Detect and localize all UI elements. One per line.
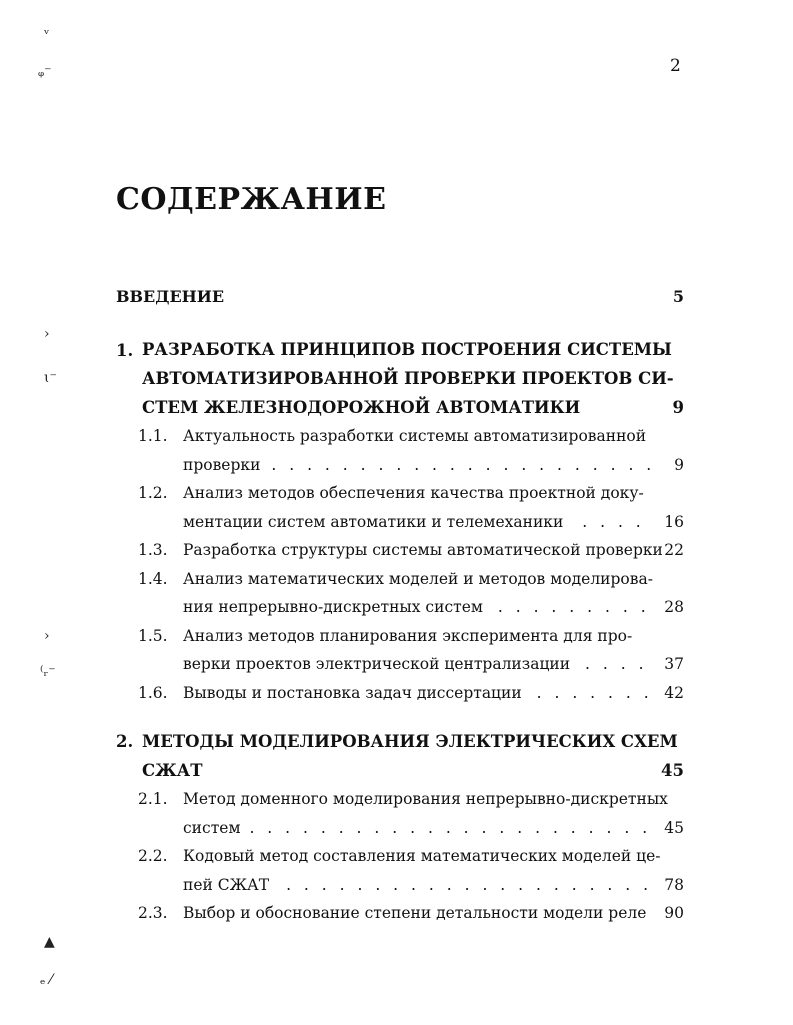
chapter-page: 9 bbox=[672, 398, 684, 417]
table-of-contents bbox=[116, 287, 684, 928]
toc-section-2-3[interactable] bbox=[116, 899, 684, 928]
section-number: 1.2. bbox=[138, 484, 168, 502]
chapter-title-line: АВТОМАТИЗИРОВАННОЙ ПРОВЕРКИ ПРОЕКТОВ СИ- bbox=[142, 369, 674, 388]
section-title-line: проверки bbox=[183, 455, 261, 474]
toc-section-2-1[interactable] bbox=[116, 785, 684, 842]
section-title-line: Анализ методов обеспечения качества проектной доку- bbox=[183, 484, 644, 502]
section-page: 37 bbox=[664, 655, 684, 673]
section-page: 42 bbox=[664, 683, 684, 702]
leader-dots: . . . . bbox=[582, 512, 645, 531]
toc-entry-intro[interactable] bbox=[116, 287, 684, 317]
chapter-title-line: МЕТОДЫ МОДЕЛИРОВАНИЯ ЭЛЕКТРИЧЕСКИХ СХЕМ bbox=[142, 732, 678, 751]
section-title-line: систем bbox=[183, 818, 241, 837]
section-title-line: Разработка структуры системы автоматической проверки bbox=[183, 541, 663, 559]
chapter-page: 45 bbox=[661, 761, 684, 780]
section-number: 1.3. bbox=[138, 541, 168, 559]
chapter-title-line: РАЗРАБОТКА ПРИНЦИПОВ ПОСТРОЕНИЯ СИСТЕМЫ bbox=[142, 340, 672, 359]
section-title-line: Анализ методов планирования эксперимента для про- bbox=[183, 626, 633, 645]
section-title-line: Кодовый метод составления математических моделей це- bbox=[183, 847, 661, 865]
section-number: 2.3. bbox=[138, 904, 168, 922]
section-title-line: пей СЖАТ bbox=[183, 875, 270, 894]
section-page: 45 bbox=[664, 818, 684, 837]
chapter-title-line: СТЕМ ЖЕЛЕЗНОДОРОЖНОЙ АВТОМАТИКИ bbox=[142, 398, 581, 417]
toc-section-1-6[interactable] bbox=[116, 679, 684, 708]
section-title-line: Выбор и обоснование степени детальности модели реле bbox=[183, 904, 647, 922]
toc-section-1-3[interactable] bbox=[116, 536, 684, 565]
section-number: 1.4. bbox=[138, 569, 168, 588]
toc-chapter-1[interactable] bbox=[116, 335, 684, 422]
leader-dots: . . . . bbox=[585, 655, 648, 673]
toc-entry-label: ВВЕДЕНИЕ bbox=[116, 287, 225, 306]
section-title-line: ния непрерывно-дискретных систем bbox=[183, 598, 483, 616]
leader-dots: . . . . . . . . . . . . . . . . . . . . . bbox=[286, 875, 653, 894]
toc-section-1-2[interactable] bbox=[116, 479, 684, 536]
section-page: 90 bbox=[664, 904, 684, 922]
section-number: 2.1. bbox=[138, 790, 168, 808]
chapter-number: 1. bbox=[116, 341, 134, 360]
section-number: 1.6. bbox=[138, 683, 168, 702]
section-page: 9 bbox=[674, 455, 684, 474]
toc-section-2-2[interactable] bbox=[116, 842, 684, 899]
page-title: СОДЕРЖАНИЕ bbox=[116, 182, 387, 217]
page-number: 2 bbox=[670, 56, 681, 76]
leader-dots: . . . . . . . . . . . . . . . . . . . . . . bbox=[271, 455, 656, 474]
section-title-line: ментации систем автоматики и телемеханики bbox=[183, 512, 564, 531]
toc-entry-page: 5 bbox=[672, 287, 684, 306]
toc-section-1-4[interactable] bbox=[116, 565, 684, 622]
toc-section-1-5[interactable] bbox=[116, 622, 684, 679]
chapter-number: 2. bbox=[116, 732, 134, 751]
leader-dots: . . . . . . . . . bbox=[497, 598, 650, 616]
section-number: 1.5. bbox=[138, 626, 168, 645]
section-number: 1.1. bbox=[138, 427, 168, 445]
leader-dots: . . . . . . . bbox=[536, 683, 653, 702]
section-page: 16 bbox=[664, 512, 684, 531]
section-page: 22 bbox=[664, 541, 684, 559]
section-title-line: Метод доменного моделирования непрерывно-дискретных bbox=[183, 790, 668, 808]
section-title-line: верки проектов электрической централизации bbox=[183, 655, 571, 673]
toc-section-1-1[interactable] bbox=[116, 422, 684, 479]
chapter-title-line: СЖАТ bbox=[142, 761, 203, 780]
section-title-line: Выводы и постановка задач диссертации bbox=[183, 683, 522, 702]
section-page: 28 bbox=[664, 598, 684, 616]
section-title-line: Анализ математических моделей и методов моделирова- bbox=[183, 569, 653, 588]
section-title-line: Актуальность разработки системы автоматизированной bbox=[183, 427, 647, 445]
section-page: 78 bbox=[664, 875, 684, 894]
section-number: 2.2. bbox=[138, 847, 168, 865]
leader-dots: . . . . . . . . . . . . . . . . . . . . . . . bbox=[249, 818, 652, 837]
toc-chapter-2[interactable] bbox=[116, 727, 684, 785]
